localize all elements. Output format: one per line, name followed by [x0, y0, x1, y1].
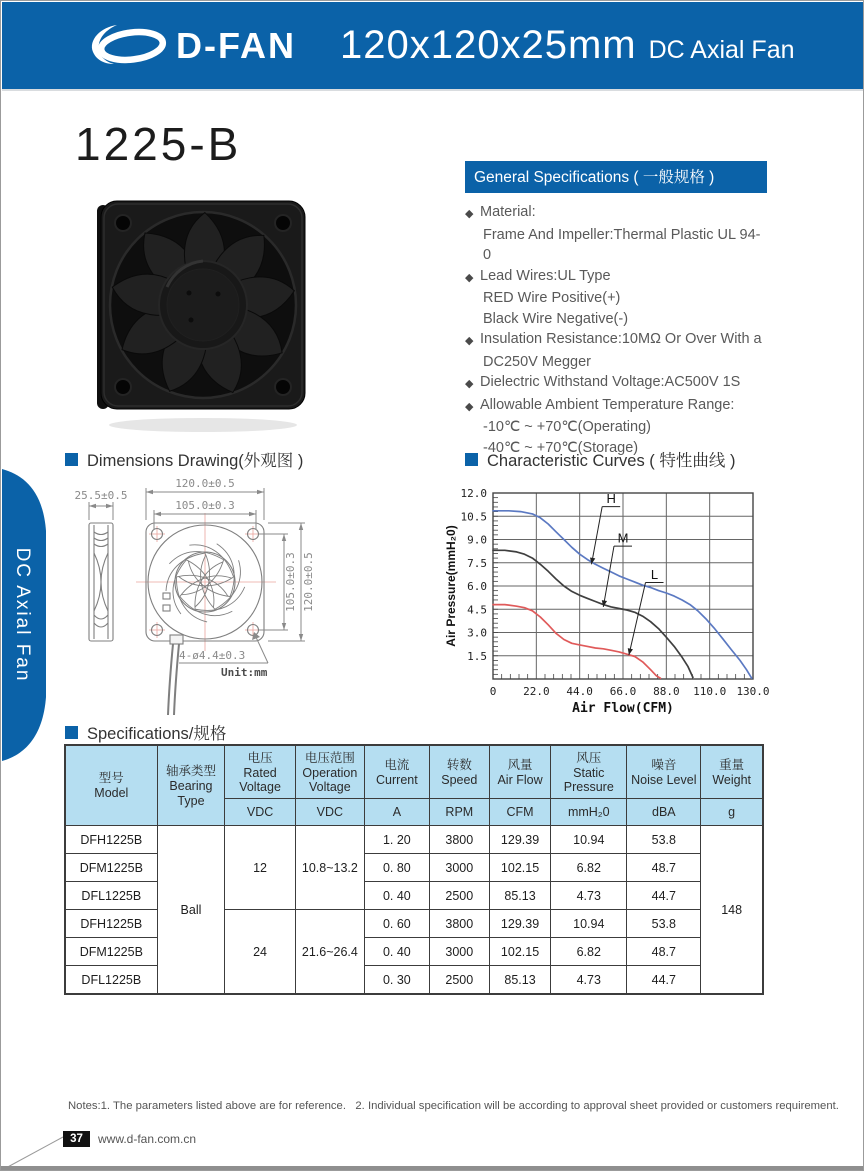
spec-line	[465, 288, 767, 309]
diamond-bullet-icon: ◆	[465, 208, 474, 220]
spec-line	[465, 225, 767, 266]
spec-line	[465, 352, 767, 373]
svg-text:7.5: 7.5	[467, 556, 487, 570]
svg-text:0: 0	[489, 685, 497, 698]
diamond-bullet-icon	[465, 417, 483, 438]
spec-line-text: Allowable Ambient Temperature Range:	[480, 396, 735, 413]
svg-text:10.5: 10.5	[460, 510, 487, 524]
spec-line-text: Black Wire Negative(-)	[483, 310, 629, 327]
blue-square-icon	[65, 726, 78, 739]
col-header-en: Bearing Type	[169, 779, 213, 808]
svg-text:H: H	[606, 491, 616, 507]
cell-static-pressure: 4.73	[551, 966, 627, 995]
spec-line-text: Frame And Impeller:Thermal Plastic UL 94-0	[483, 226, 761, 263]
cell-current: 1. 20	[364, 826, 429, 854]
col-header-cn: 重量	[719, 757, 745, 772]
spec-line-text: Dielectric Withstand Voltage:AC500V 1S	[480, 374, 741, 390]
svg-text:Air Pressure(mmH₂0): Air Pressure(mmH₂0)	[444, 525, 458, 647]
unit-noise: dBA	[627, 799, 701, 826]
col-header-cn: 电流	[384, 757, 410, 772]
cell-weight: 148	[701, 826, 763, 995]
spec-line-text: -10℃ ~ +70℃(Operating)	[483, 419, 651, 435]
bottom-bar	[1, 1166, 863, 1170]
dim-depth: 25.5±0.5	[74, 489, 128, 502]
centerlines	[136, 513, 276, 651]
unit-speed: RPM	[429, 799, 489, 826]
section-title: Characteristic Curves ( 特性曲线 )	[487, 452, 736, 470]
section-header-curves	[465, 447, 735, 471]
cell-rated-voltage: 12	[225, 826, 295, 910]
unit-rated-voltage: VDC	[225, 799, 295, 826]
cell-speed: 2500	[429, 966, 489, 995]
cell-noise: 48.7	[627, 854, 701, 882]
cell-model: DFL1225B	[65, 882, 157, 910]
blue-square-icon	[465, 453, 478, 466]
spec-line	[465, 266, 767, 289]
spec-line-text: DC250V Megger	[483, 353, 591, 370]
col-header-cn: 转数	[446, 757, 472, 772]
svg-text:130.0: 130.0	[736, 685, 770, 698]
col-header-en: Rated Voltage	[239, 765, 281, 795]
svg-text:M: M	[617, 530, 629, 546]
spec-line	[465, 395, 767, 418]
section-header-dimensions	[65, 447, 303, 471]
spec-line-text: -40℃ ~ +70℃(Storage)	[483, 439, 639, 456]
col-header-en: Speed	[441, 772, 478, 787]
col-header-air-flow	[489, 745, 550, 799]
cell-noise: 44.7	[627, 882, 701, 910]
col-header-en: Model	[94, 786, 129, 801]
table-row	[65, 826, 763, 854]
spec-line-text: Insulation Resistance:10MΩ Or Over With a	[480, 331, 762, 347]
cell-static-pressure: 10.94	[551, 910, 627, 938]
col-header-en: Static Pressure	[563, 765, 614, 795]
characteristic-curves-chart	[443, 479, 783, 719]
col-header-cn: 风量	[507, 757, 533, 772]
cell-air-flow: 85.13	[489, 882, 550, 910]
svg-text:44.0: 44.0	[566, 685, 593, 698]
side-tab	[2, 467, 49, 763]
product-model-title: 1225-B	[75, 118, 242, 170]
cell-current: 0. 30	[364, 966, 429, 995]
cell-speed: 2500	[429, 882, 489, 910]
svg-text:12.0: 12.0	[460, 487, 487, 500]
cell-model: DFH1225B	[65, 826, 157, 854]
cell-current: 0. 40	[364, 882, 429, 910]
section-title: Specifications/规格	[87, 725, 227, 743]
cell-air-flow: 102.15	[489, 938, 550, 966]
page-header	[2, 2, 863, 91]
svg-text:22.0: 22.0	[523, 685, 550, 698]
cell-static-pressure: 6.82	[551, 854, 627, 882]
cell-bearing: Ball	[157, 826, 225, 995]
spec-line	[465, 202, 767, 225]
brand-name: D-FAN	[176, 24, 296, 66]
col-header-weight	[701, 745, 763, 799]
col-header-en: Operation Voltage	[302, 765, 358, 795]
cell-air-flow: 85.13	[489, 966, 550, 995]
cell-air-flow: 102.15	[489, 854, 550, 882]
col-header-cn: 型号	[98, 771, 124, 786]
unit-operation-voltage: VDC	[295, 799, 364, 826]
unit-current: A	[364, 799, 429, 826]
cell-air-flow: 129.39	[489, 826, 550, 854]
col-header-en: Air Flow	[497, 772, 543, 787]
cell-noise: 53.8	[627, 826, 701, 854]
col-header-operation-voltage	[295, 745, 364, 799]
dim-unit: Unit:mm	[221, 666, 268, 679]
spec-line	[465, 372, 767, 395]
col-header-cn: 电压	[247, 750, 273, 765]
cell-static-pressure: 6.82	[551, 938, 627, 966]
unit-air-flow: CFM	[489, 799, 550, 826]
cell-model: DFM1225B	[65, 938, 157, 966]
spec-line	[465, 309, 767, 330]
fan-outline-drawing	[89, 523, 264, 715]
dim-hole-pitch-side: 105.0±0.3	[284, 552, 297, 612]
cell-model: DFM1225B	[65, 854, 157, 882]
cell-operation-voltage: 10.8~13.2	[295, 826, 364, 910]
diamond-bullet-icon: ◆	[465, 335, 474, 347]
spec-line	[465, 329, 767, 352]
col-header-cn: 风压	[576, 750, 602, 765]
col-header-cn: 噪音	[651, 757, 677, 772]
unit-weight: g	[701, 799, 763, 826]
cell-noise: 44.7	[627, 966, 701, 995]
dim-hole-callout: 4-ø4.4±0.3	[179, 649, 246, 662]
cell-air-flow: 129.39	[489, 910, 550, 938]
cell-static-pressure: 10.94	[551, 826, 627, 854]
section-header-specifications	[65, 720, 226, 744]
dfan-logo-icon	[86, 21, 174, 71]
dim-outer-height: 120.0±0.5	[302, 552, 315, 612]
cell-noise: 48.7	[627, 938, 701, 966]
cell-current: 0. 80	[364, 854, 429, 882]
cell-speed: 3000	[429, 938, 489, 966]
col-header-model	[65, 745, 157, 826]
col-header-noise	[627, 745, 701, 799]
svg-text:4.5: 4.5	[467, 603, 487, 617]
notes: Notes:1. The parameters listed above are for reference. 2. Individual specification will be according to approval sheet provided or customers requirement.	[68, 1100, 839, 1112]
blue-square-icon	[65, 453, 78, 466]
header-title	[340, 23, 795, 68]
dimensions-drawing	[63, 475, 363, 721]
website-url: www.d-fan.com.cn	[98, 1132, 197, 1146]
svg-text:6.0: 6.0	[467, 580, 487, 593]
cell-operation-voltage: 21.6~26.4	[295, 910, 364, 995]
col-header-en: Weight	[712, 772, 751, 787]
general-specs-panel	[465, 161, 767, 458]
cell-speed: 3800	[429, 910, 489, 938]
col-header-speed	[429, 745, 489, 799]
diamond-bullet-icon	[465, 352, 483, 373]
diamond-bullet-icon: ◆	[465, 378, 474, 390]
fan-product-photo	[87, 191, 319, 437]
unit-static-pressure: mmH₂0	[551, 799, 627, 826]
general-specs-title: General Specifications ( 一般规格 )	[465, 161, 767, 193]
diamond-bullet-icon	[465, 225, 483, 266]
cell-model: DFH1225B	[65, 910, 157, 938]
svg-text:66.0: 66.0	[609, 685, 637, 698]
cell-model: DFL1225B	[65, 966, 157, 995]
spec-line-text: Lead Wires:UL Type	[480, 267, 611, 284]
col-header-cn: 轴承类型	[165, 764, 216, 778]
col-header-static-pressure	[551, 745, 627, 799]
section-title: Dimensions Drawing(外观图 )	[87, 452, 304, 470]
col-header-bearing	[157, 745, 225, 826]
specifications-table	[64, 744, 764, 995]
diamond-bullet-icon: ◆	[465, 271, 474, 284]
size-title: 120x120x25mm	[340, 23, 637, 67]
cell-static-pressure: 4.73	[551, 882, 627, 910]
corner-diagonal-line	[1, 1129, 71, 1171]
page-number: 37	[63, 1131, 90, 1147]
col-header-en: Current	[376, 772, 418, 787]
col-header-en: Noise Level	[631, 772, 697, 787]
general-specs-list	[465, 202, 767, 458]
diamond-bullet-icon: ◆	[465, 400, 474, 413]
spec-line-text: Material:	[480, 204, 536, 220]
cell-rated-voltage: 24	[225, 910, 295, 995]
cell-current: 0. 40	[364, 938, 429, 966]
diamond-bullet-icon	[465, 309, 483, 330]
cell-current: 0. 60	[364, 910, 429, 938]
col-header-rated-voltage	[225, 745, 295, 799]
dim-outer-width: 120.0±0.5	[175, 477, 235, 490]
col-header-cn: 电压范围	[304, 750, 355, 765]
cell-noise: 53.8	[627, 910, 701, 938]
side-tab-label: DC Axial Fan	[12, 547, 33, 683]
svg-text:1.5: 1.5	[467, 649, 487, 663]
spec-line	[465, 417, 767, 438]
svg-text:9.0: 9.0	[467, 533, 487, 547]
header-subtitle: DC Axial Fan	[648, 36, 795, 64]
spec-line-text: RED Wire Positive(+)	[483, 290, 621, 306]
svg-text:3.0: 3.0	[467, 626, 487, 640]
cell-speed: 3000	[429, 854, 489, 882]
svg-text:88.0: 88.0	[653, 685, 680, 698]
diamond-bullet-icon	[465, 288, 483, 309]
col-header-current	[364, 745, 429, 799]
svg-text:110.0: 110.0	[693, 685, 727, 698]
cell-speed: 3800	[429, 826, 489, 854]
dim-hole-pitch-top: 105.0±0.3	[175, 499, 235, 512]
svg-text:Air Flow(CFM): Air Flow(CFM)	[572, 701, 674, 716]
svg-text:L: L	[650, 567, 659, 583]
